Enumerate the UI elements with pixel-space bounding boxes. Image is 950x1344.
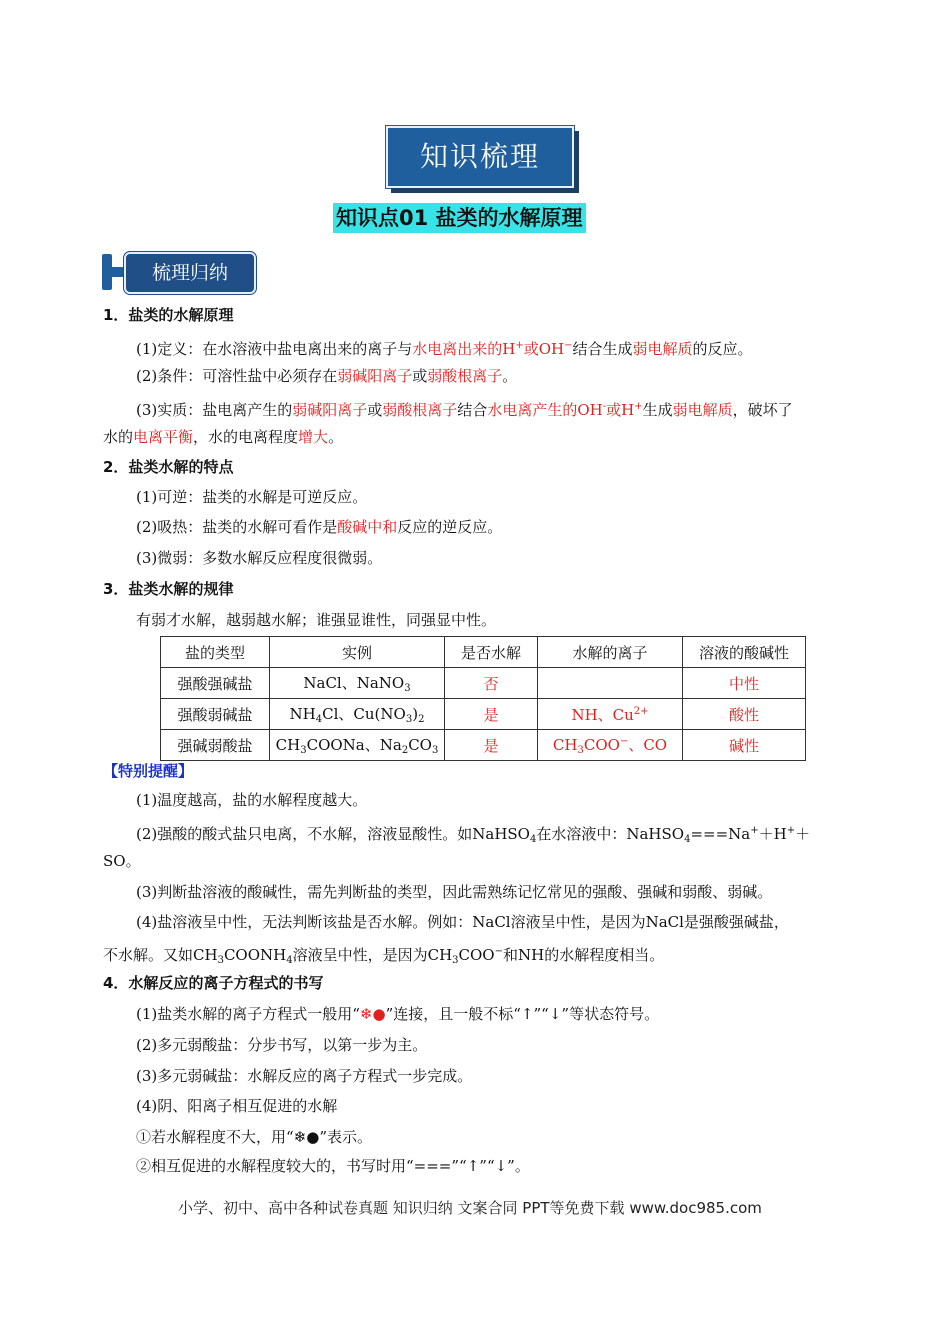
- salt-type-table: [160, 636, 806, 761]
- note-line-4: (4)盐溶液呈中性，无法判断该盐是否水解。例如：NaCl溶液呈中性，是因为NaCl是强酸强碱盐，: [136, 913, 789, 931]
- note-line-2-cont: SO。: [103, 852, 141, 870]
- note-line-3: (3)判断盐溶液的酸碱性，需先判断盐的类型，因此需熟练记忆常见的强酸、强碱和弱酸、弱碱。: [136, 883, 773, 901]
- s4-line-3: (3)多元弱碱盐：水解反应的离子方程式一步完成。: [136, 1067, 473, 1085]
- table-cell: 中性: [683, 668, 806, 699]
- essence-line: (3)实质：盐电离产生的弱碱阳离子或弱酸根离子结合水电离产生的OH-或H+生成弱电解质，破坏了: [136, 401, 793, 419]
- s4-line-4: (4)阴、阳离子相互促进的水解: [136, 1097, 338, 1115]
- section-3-heading: 3．盐类水解的规律: [103, 580, 234, 598]
- header-cell: 水解的离子: [538, 637, 683, 668]
- table-cell: NaCl、NaNO$_3$: [270, 668, 445, 699]
- table-cell: NH、$Cu^{2+}$: [538, 699, 683, 730]
- header-cell: 溶液的酸碱性: [683, 637, 806, 668]
- table-cell: 是: [445, 730, 538, 761]
- table-cell: $CH_3COO^-$、CO: [538, 730, 683, 761]
- note-line-4-cont: 不水解。又如$CH_3COONH_4$溶液呈中性，是因为$CH_3COO^-$和NH的水解程度相当。: [103, 946, 665, 966]
- note-line-1: (1)温度越高，盐的水解程度越大。: [136, 791, 368, 809]
- topic-title: 知识点01 盐类的水解原理: [333, 203, 586, 233]
- table-cell: $CH_3COONa$、$Na_2CO_3$: [270, 730, 445, 761]
- section-4-heading: 4．水解反应的离子方程式的书写: [103, 974, 324, 992]
- table-cell: $NH_4Cl$、$Cu(NO_3)_2$: [270, 699, 445, 730]
- table-row: [161, 730, 806, 761]
- feature-reversible: (1)可逆：盐类的水解是可逆反应。: [136, 488, 368, 506]
- essence-line-cont: 水的电离平衡，水的电离程度增大。: [103, 428, 344, 446]
- table-row: [161, 699, 806, 730]
- header-cell: 实例: [270, 637, 445, 668]
- table-cell: [538, 668, 683, 699]
- footer-text: 小学、初中、高中各种试卷真题 知识归纳 文案合同 PPT等免费下载 www.doc985.com: [178, 1199, 762, 1217]
- table-cell: 是: [445, 699, 538, 730]
- section-tag: [102, 250, 254, 296]
- special-note-tag: 【特别提醒】: [103, 762, 194, 780]
- hydrolysis-rule: 有弱才水解，越弱越水解；谁强显谁性，同强显中性。: [136, 611, 497, 629]
- feature-weak: (3)微弱：多数水解反应程度很微弱。: [136, 549, 383, 567]
- table-cell: 酸性: [683, 699, 806, 730]
- tag-connector: [112, 267, 124, 277]
- tag-bar-left: [102, 254, 112, 290]
- table-cell: 否: [445, 668, 538, 699]
- note-line-2: (2)强酸的酸式盐只电离，不水解，溶液显酸性。如NaHSO$_4$在水溶液中：NaHSO$_4$===Na+＋H+＋: [136, 825, 811, 845]
- section-2-heading: 2．盐类水解的特点: [103, 458, 234, 476]
- feature-endothermic: (2)吸热：盐类的水解可看作是酸碱中和反应的逆反应。: [136, 518, 503, 536]
- table-cell: 强酸强碱盐: [161, 668, 270, 699]
- table-cell: 强碱弱酸盐: [161, 730, 270, 761]
- header-cell: 是否水解: [445, 637, 538, 668]
- s4-line-2: (2)多元弱酸盐：分步书写，以第一步为主。: [136, 1036, 428, 1054]
- section-1-heading: 1．盐类的水解原理: [103, 306, 234, 324]
- table-row: [161, 668, 806, 699]
- s4-line-1: (1)盐类水解的离子方程式一般用“❄●”连接，且一般不标“↑”“↓”等状态符号。: [136, 1005, 660, 1023]
- table-header-row: [161, 637, 806, 668]
- section-tag-label: 梳理归纳: [124, 252, 256, 294]
- s4-line-6: ②相互促进的水解程度较大的，书写时用“===”“↑”“↓”。: [136, 1157, 530, 1175]
- condition-line: (2)条件：可溶性盐中必须存在弱碱阳离子或弱酸根离子。: [136, 367, 518, 385]
- definition-line: (1)定义：在水溶液中盐电离出来的离子与水电离出来的H+或OH−结合生成弱电解质的反应。: [136, 340, 753, 358]
- banner-title: 知识梳理: [386, 126, 574, 188]
- table-cell: 碱性: [683, 730, 806, 761]
- header-cell: 盐的类型: [161, 637, 270, 668]
- table-cell: 强酸弱碱盐: [161, 699, 270, 730]
- s4-line-5: ①若水解程度不大，用“❄●”表示。: [136, 1128, 372, 1146]
